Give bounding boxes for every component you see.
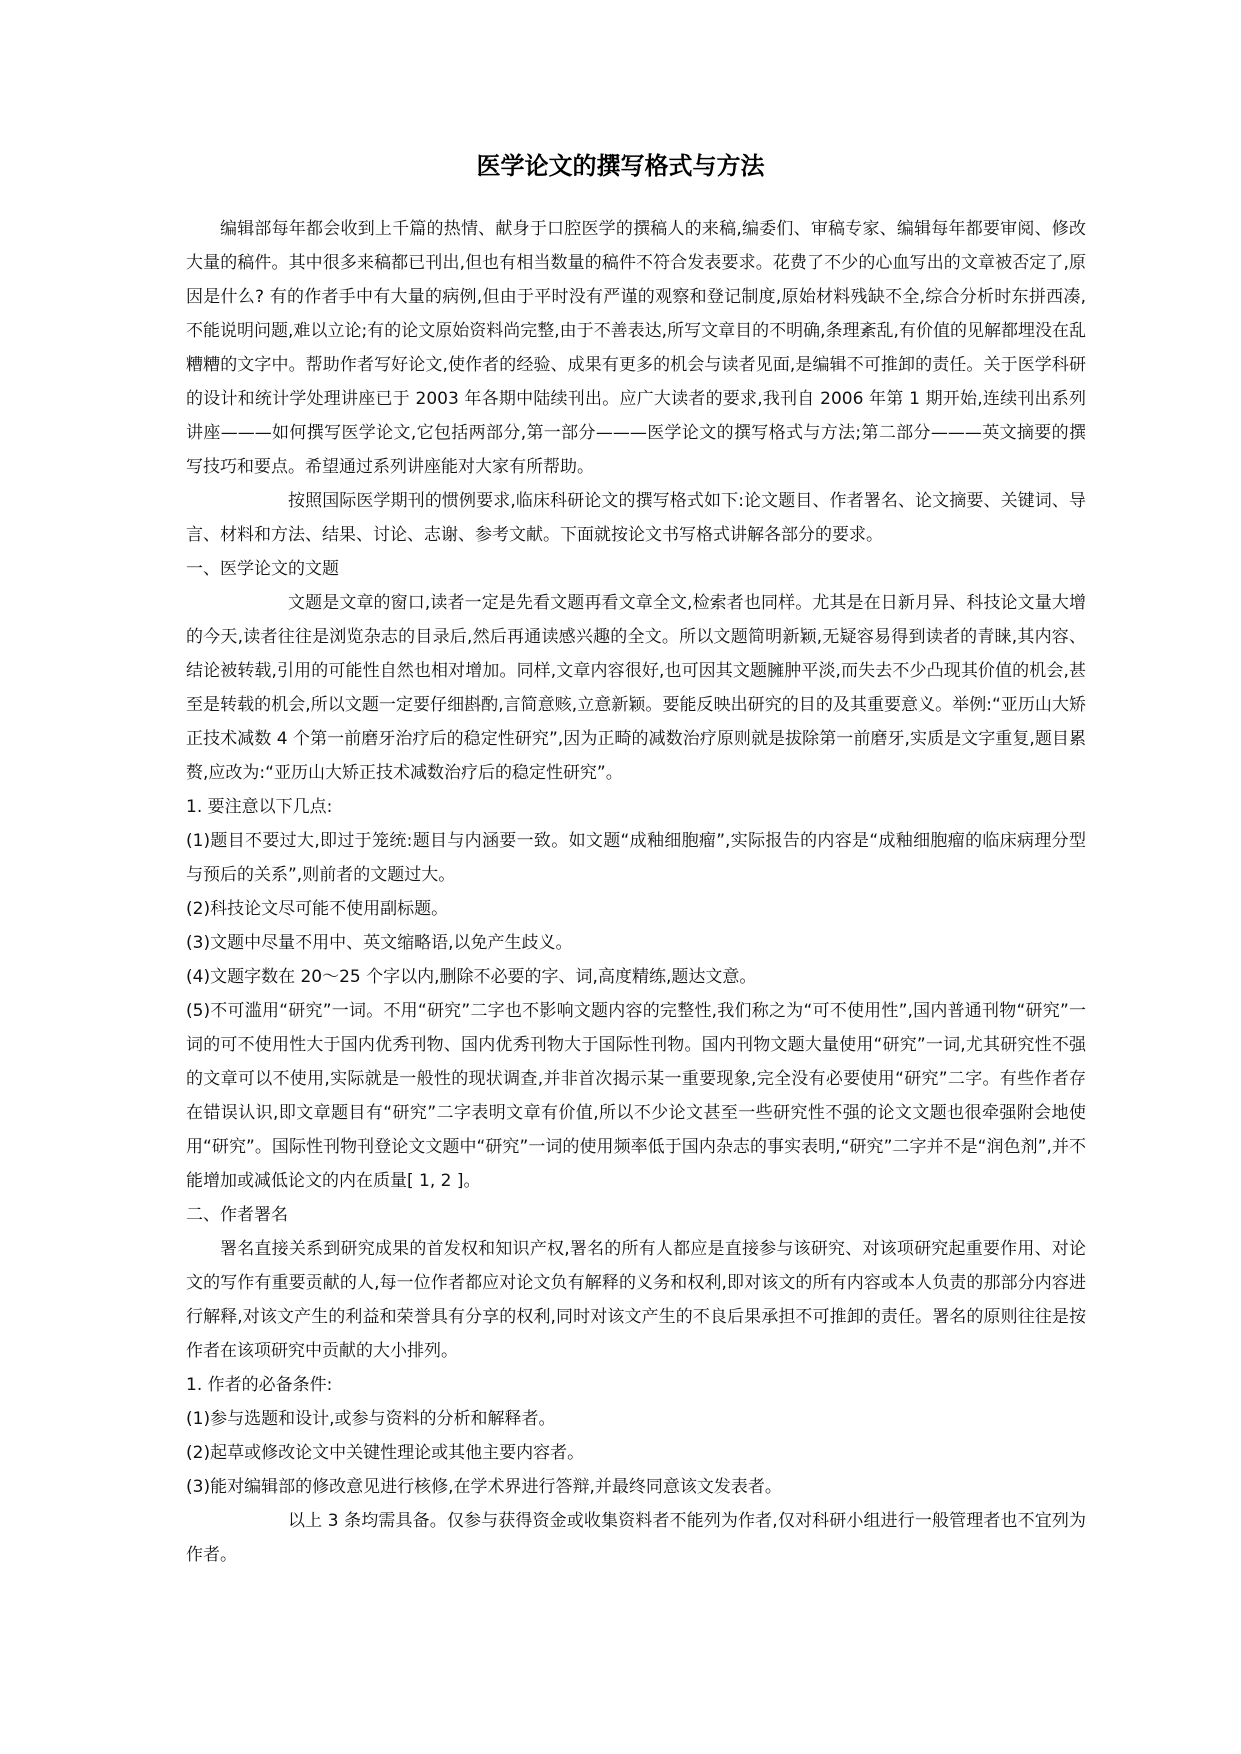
paragraph: (3)能对编辑部的修改意见进行核修,在学术界进行答辩,并最终同意该文发表者。 [186, 1477, 782, 1497]
document-title: 医学论文的撰写格式与方法 [476, 151, 765, 180]
paragraph: 按照国际医学期刊的惯例要求,临床科研论文的撰写格式如下:论文题目、作者署名、论文摘要、关键词、导言、材料和方法、结果、讨论、志谢、参考文献。下面就按论文书写格式讲解各部分的要求。 [186, 491, 1086, 545]
paragraph: 一、医学论文的文题 [186, 559, 339, 579]
paragraph: (4)文题字数在 20～25 个字以内,删除不必要的字、词,高度精练,题达文意。 [186, 967, 757, 987]
paragraph: 文题是文章的窗口,读者一定是先看文题再看文章全文,检索者也同样。尤其是在日新月异、科技论文量大增的今天,读者往往是浏览杂志的目录后,然后再通读感兴趣的全文。所以文题简明新颖,无疑容易得到读者的青睐,其内容、结论被转载,引用的可能性自然也相对增加。同样,文章内容很好,也可因其文题臃肿平淡,而失去不少凸现其价值的机会,甚至是转载的机会,所以文题一定要仔细斟酌,言简意赅,立意新颖。要能反映出研究的目的及其重要意义。举例:“亚历山大矫正技术减数 4 个第一前磨牙治疗后的稳定性研究”,因为正畸的减数治疗原则就是拔除第一前磨牙,实质是文字重复,题目累赘,应改为:“亚历山大矫正技术减数治疗后的稳定性研究”。 [186, 593, 1086, 783]
paragraph: 编辑部每年都会收到上千篇的热情、献身于口腔医学的撰稿人的来稿,编委们、审稿专家、编辑每年都要审阅、修改大量的稿件。其中很多来稿都已刊出,但也有相当数量的稿件不符合发表要求。花费了不少的心血写出的文章被否定了,原因是什么? 有的作者手中有大量的病例,但由于平时没有严谨的观察和登记制度,原始材料残缺不全,综合分析时东拼西凑,不能说明问题,难以立论;有的论文原始资料尚完整,由于不善表达,所写文章目的不明确,条理紊乱,有价值的见解都埋没在乱糟糟的文字中。帮助作者写好论文,使作者的经验、成果有更多的机会与读者见面,是编辑不可推卸的责任。关于医学科研的设计和统计学处理讲座已于 2003 年各期中陆续刊出。应广大读者的要求,我刊自 2006 年第 1 期开始,连续刊出系列讲座———如何撰写医学论文,它包括两部分,第一部分———医学论文的撰写格式与方法;第二部分———英文摘要的撰写技巧和要点。希望通过系列讲座能对大家有所帮助。 [186, 219, 1086, 477]
paragraph: (1)题目不要过大,即过于笼统:题目与内涵要一致。如文题“成釉细胞瘤”,实际报告的内容是“成釉细胞瘤的临床病理分型与预后的关系”,则前者的文题过大。 [186, 831, 1086, 885]
paragraph: (5)不可滥用“研究”一词。不用“研究”二字也不影响文题内容的完整性,我们称之为“可不使用性”,国内普通刊物“研究”一词的可不使用性大于国内优秀刊物、国内优秀刊物大于国际性刊物。国内刊物文题大量使用“研究”一词,尤其研究性不强的文章可以不使用,实际就是一般性的现状调查,并非首次揭示某一重要现象,完全没有必要使用“研究”二字。有些作者存在错误认识,即文章题目有“研究”二字表明文章有价值,所以不少论文甚至一些研究性不强的论文文题也很牵强附会地使用“研究”。国际性刊物刊登论文文题中“研究”一词的使用频率低于国内杂志的事实表明,“研究”二字并不是“润色剂”,并不能增加或减低论文的内在质量[ 1, 2 ]。 [186, 1001, 1086, 1191]
paragraph: (2)科技论文尽可能不使用副标题。 [186, 899, 449, 919]
paragraph: 1. 要注意以下几点: [186, 797, 333, 817]
document-body [186, 212, 1086, 1572]
paragraph: (1)参与选题和设计,或参与资料的分析和解释者。 [186, 1409, 556, 1429]
paragraph: 二、作者署名 [186, 1205, 288, 1225]
paragraph: 以上 3 条均需具备。仅参与获得资金或收集资料者不能列为作者,仅对科研小组进行一般管理者也不宜列为作者。 [186, 1511, 1086, 1565]
paragraph: (2)起草或修改论文中关键性理论或其他主要内容者。 [186, 1443, 585, 1463]
paragraph: 1. 作者的必备条件: [186, 1375, 333, 1395]
paragraph: (3)文题中尽量不用中、英文缩略语,以免产生歧义。 [186, 933, 573, 953]
paragraph: 署名直接关系到研究成果的首发权和知识产权,署名的所有人都应是直接参与该研究、对该项研究起重要作用、对论文的写作有重要贡献的人,每一位作者都应对论文负有解释的义务和权利,即对该文的所有内容或本人负责的那部分内容进行解释,对该文产生的利益和荣誉具有分享的权利,同时对该文产生的不良后果承担不可推卸的责任。署名的原则往往是按作者在该项研究中贡献的大小排列。 [186, 1239, 1086, 1361]
